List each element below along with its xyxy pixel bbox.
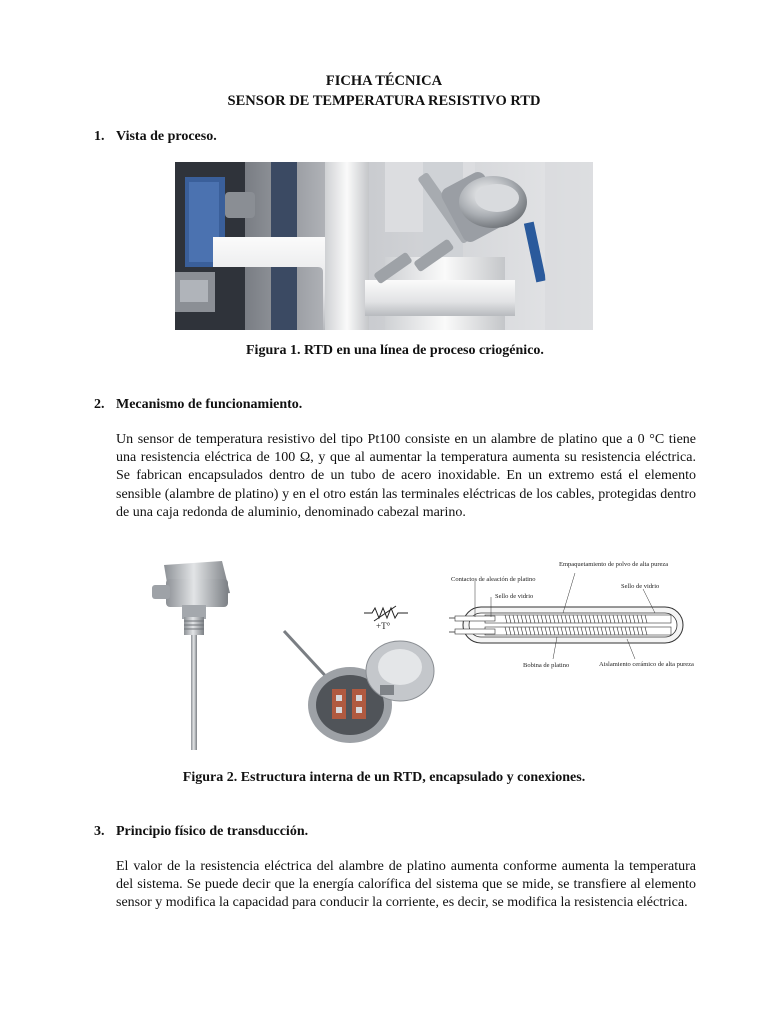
section-title: Principio físico de transducción. — [116, 824, 309, 839]
rtd-probe-image — [150, 555, 240, 755]
label-ceramic-insulation: Aislamiento cerámico de alta pureza — [599, 661, 694, 668]
section-3-paragraph: El valor de la resistencia eléctrica del alambre de platino aumenta conforme aumenta la temperatura del sistema. Se puede decir que la energía calorífica del sistema que se mide, se transfiere al elemento sensor y modifica la capacidad para conducir la corriente, es decir, se modifica la resistencia eléctrica. — [116, 859, 696, 911]
label-glass-seal-right: Sello de vidrio — [621, 583, 660, 590]
label-platinum-coil: Bobina de platino — [523, 662, 570, 669]
section-3-heading — [94, 824, 308, 840]
label-alloy-contacts: Contactos de aleación de platino — [451, 576, 536, 583]
thermistor-symbol — [362, 605, 412, 631]
section-2-heading — [94, 397, 302, 413]
section-title: Vista de proceso. — [116, 129, 217, 144]
label-powder-packing: Empaquetamiento de polvo de alta pureza — [559, 561, 669, 568]
connection-head-image — [280, 625, 440, 753]
figure-1-caption: Figura 1. RTD en una línea de proceso criogénico. — [246, 343, 544, 358]
section-number: 1. — [94, 129, 105, 144]
section-number: 3. — [94, 824, 105, 839]
rtd-cross-section-diagram — [445, 555, 705, 680]
document-title-line1: FICHA TÉCNICA — [325, 73, 443, 89]
section-1-heading — [94, 129, 217, 145]
symbol-label: +T° — [376, 621, 391, 631]
figure-1-process-photo — [175, 162, 593, 330]
figure-2 — [150, 555, 760, 755]
label-glass-seal-left: Sello de vidrio — [495, 593, 534, 600]
document-title-line2: SENSOR DE TEMPERATURA RESISTIVO RTD — [227, 93, 541, 109]
section-2-paragraph: Un sensor de temperatura resistivo del tipo Pt100 consiste en un alambre de platino que a 0 °C tiene una resistencia eléctrica de 100 Ω, y que al aumentar la temperatura aumenta su resistencia eléctrica. Se fabrican encapsulados dentro de un tubo de acero inoxidable. En un extremo está el elemento sensible (alambre de platino) y en el otro están las terminales eléctricas de los cables, protegidas dentro de una caja redonda de aluminio, denominado cabezal marino. — [116, 432, 696, 520]
section-number: 2. — [94, 397, 105, 412]
figure-2-caption: Figura 2. Estructura interna de un RTD, encapsulado y conexiones. — [182, 770, 586, 785]
section-title: Mecanismo de funcionamiento. — [116, 397, 303, 412]
